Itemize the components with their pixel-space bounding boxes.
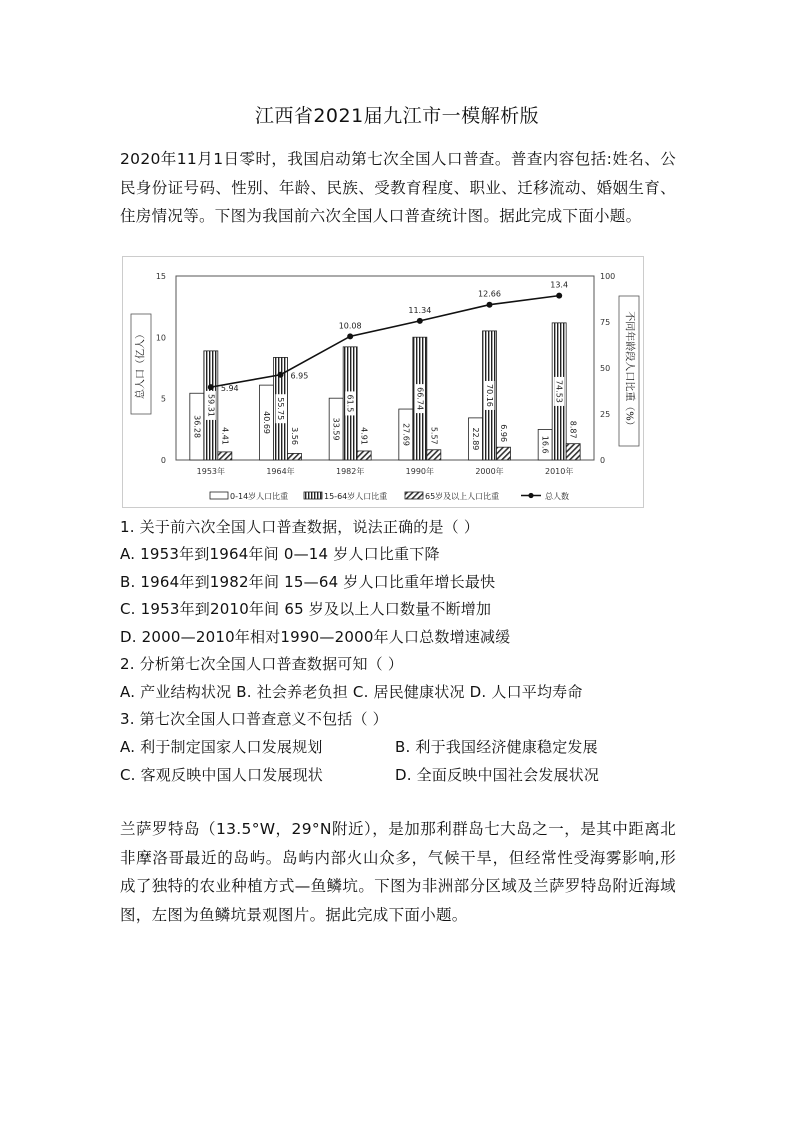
legend-label: 65岁及以上人口比重 bbox=[425, 492, 500, 501]
x-tick-label: 2010年 bbox=[544, 467, 574, 476]
legend-swatch bbox=[405, 492, 423, 499]
y-right-tick-label: 50 bbox=[600, 364, 611, 373]
legend-label: 15-64岁人口比重 bbox=[324, 492, 388, 501]
q1-stem: 1. 关于前六次全国人口普查数据，说法正确的是（ ） bbox=[120, 518, 480, 536]
line-data-label: 6.95 bbox=[290, 371, 309, 381]
y-left-tick-label: 15 bbox=[155, 272, 166, 281]
line-data-label: 12.66 bbox=[478, 289, 501, 299]
y-right-tick-label: 0 bbox=[600, 456, 606, 465]
bar-data-label: 33.59 bbox=[331, 417, 341, 441]
bar-data-label: 16.6 bbox=[540, 435, 550, 454]
legend-marker bbox=[528, 493, 533, 498]
y-left-axis-label: 总人口（亿人） bbox=[135, 329, 147, 399]
line-data-label: 5.94 bbox=[220, 384, 239, 394]
bar-data-label: 59.31 bbox=[206, 393, 216, 417]
x-tick-label: 2000年 bbox=[475, 467, 504, 476]
page-title: 江西省2021届九江市一模解析版 bbox=[254, 105, 540, 127]
bar-data-label: 70.16 bbox=[485, 383, 494, 407]
q3-option-d: D. 全面反映中国社会发展状况 bbox=[395, 766, 600, 784]
q1-option-a: A. 1953年到1964年间 0—14 岁人口比重下降 bbox=[120, 545, 440, 563]
y-left-tick-label: 5 bbox=[160, 394, 166, 404]
q1-option-d: D. 2000—2010年相对1990—2000年人口总数增速减缓 bbox=[120, 628, 511, 646]
bar-data-label: 4.41 bbox=[220, 427, 230, 445]
bar-data-label: 6.96 bbox=[499, 424, 508, 443]
bar-age-65-plus bbox=[566, 444, 580, 460]
q2-options: A. 产业结构状况 B. 社会养老负担 C. 居民健康状况 D. 人口平均寿命 bbox=[120, 683, 583, 701]
q1-option-b: B. 1964年到1982年间 15—64 岁人口比重年增长最快 bbox=[120, 573, 496, 591]
y-right-tick-label: 100 bbox=[600, 272, 616, 281]
bar-age-65-plus bbox=[288, 453, 302, 460]
y-right-tick-label: 25 bbox=[600, 410, 611, 419]
legend-swatch bbox=[304, 492, 322, 499]
bar-data-label: 40.69 bbox=[262, 411, 271, 435]
x-tick-label: 1990年 bbox=[405, 467, 435, 476]
x-tick-label: 1964年 bbox=[266, 467, 295, 476]
y-right-axis-label: 不同年龄段人口比重（%） bbox=[623, 311, 635, 431]
total-population-point bbox=[487, 302, 493, 308]
bar-data-label: 27.69 bbox=[401, 423, 411, 446]
legend-label: 0-14岁人口比重 bbox=[230, 492, 289, 501]
total-population-point bbox=[278, 372, 284, 378]
intro-paragraph-2: 兰萨罗特岛（13.5°W，29°N附近），是加那利群岛七大岛之一，是其中距离北非摩洛哥最近的岛屿。岛屿内部火山众多，气候干旱，但经常性受海雾影响,形成了独特的农业种植方式—鱼鳞坑。下图为非洲部分区域及兰萨罗特岛附近海域图，左图为鱼鳞坑景观图片。据此完成下面小题。 bbox=[120, 820, 676, 924]
y-left-tick-label: 0 bbox=[160, 456, 166, 465]
x-tick-label: 1982年 bbox=[335, 467, 365, 476]
bar-data-label: 8.87 bbox=[568, 420, 578, 439]
bar-data-label: 36.28 bbox=[192, 415, 202, 439]
legend-label: 总人数 bbox=[545, 492, 569, 501]
q3-stem: 3. 第七次全国人口普查意义不包括（ ） bbox=[120, 710, 388, 728]
bar-data-label: 66.74 bbox=[415, 387, 425, 411]
bar-data-label: 3.56 bbox=[290, 427, 299, 445]
bar-age-65-plus bbox=[357, 451, 371, 460]
q3-option-a: A. 利于制定国家人口发展规划 bbox=[120, 738, 323, 756]
y-left-tick-label: 10 bbox=[155, 333, 166, 343]
line-data-label: 10.08 bbox=[338, 321, 362, 331]
q3-option-b: B. 利于我国经济健康稳定发展 bbox=[395, 738, 598, 756]
total-population-point bbox=[208, 384, 214, 390]
bar-data-label: 22.89 bbox=[471, 427, 480, 451]
bar-data-label: 74.53 bbox=[554, 379, 564, 403]
x-tick-label: 1953年 bbox=[196, 467, 226, 476]
intro-paragraph-1: 2020年11月1日零时，我国启动第七次全国人口普查。普查内容包括:姓名、公民身份证号码、性别、年龄、民族、受教育程度、职业、迁移流动、婚姻生育、住房情况等。下图为我国前六次全国人口普查统计图。据此完成下面小题。 bbox=[120, 150, 676, 225]
bar-data-label: 55.75 bbox=[276, 397, 285, 421]
total-population-point bbox=[347, 333, 353, 339]
bar-data-label: 61.5 bbox=[345, 394, 355, 413]
q1-option-c: C. 1953年到2010年间 65 岁及以上人口数量不断增加 bbox=[120, 600, 492, 618]
bar-age-65-plus bbox=[427, 450, 441, 460]
line-data-label: 11.34 bbox=[408, 305, 432, 315]
y-right-tick-label: 75 bbox=[600, 318, 611, 327]
bar-age-65-plus bbox=[218, 452, 232, 460]
q3-option-c: C. 客观反映中国人口发展现状 bbox=[120, 766, 324, 784]
bar-data-label: 4.91 bbox=[359, 427, 369, 445]
line-data-label: 13.4 bbox=[550, 280, 569, 290]
q2-stem: 2. 分析第七次全国人口普查数据可知（ ） bbox=[120, 655, 404, 673]
bar-age-65-plus bbox=[497, 447, 511, 460]
bar-data-label: 5.57 bbox=[429, 426, 439, 445]
total-population-point bbox=[556, 293, 562, 299]
total-population-point bbox=[417, 318, 423, 324]
census-chart bbox=[122, 256, 644, 508]
legend-swatch bbox=[210, 492, 228, 499]
